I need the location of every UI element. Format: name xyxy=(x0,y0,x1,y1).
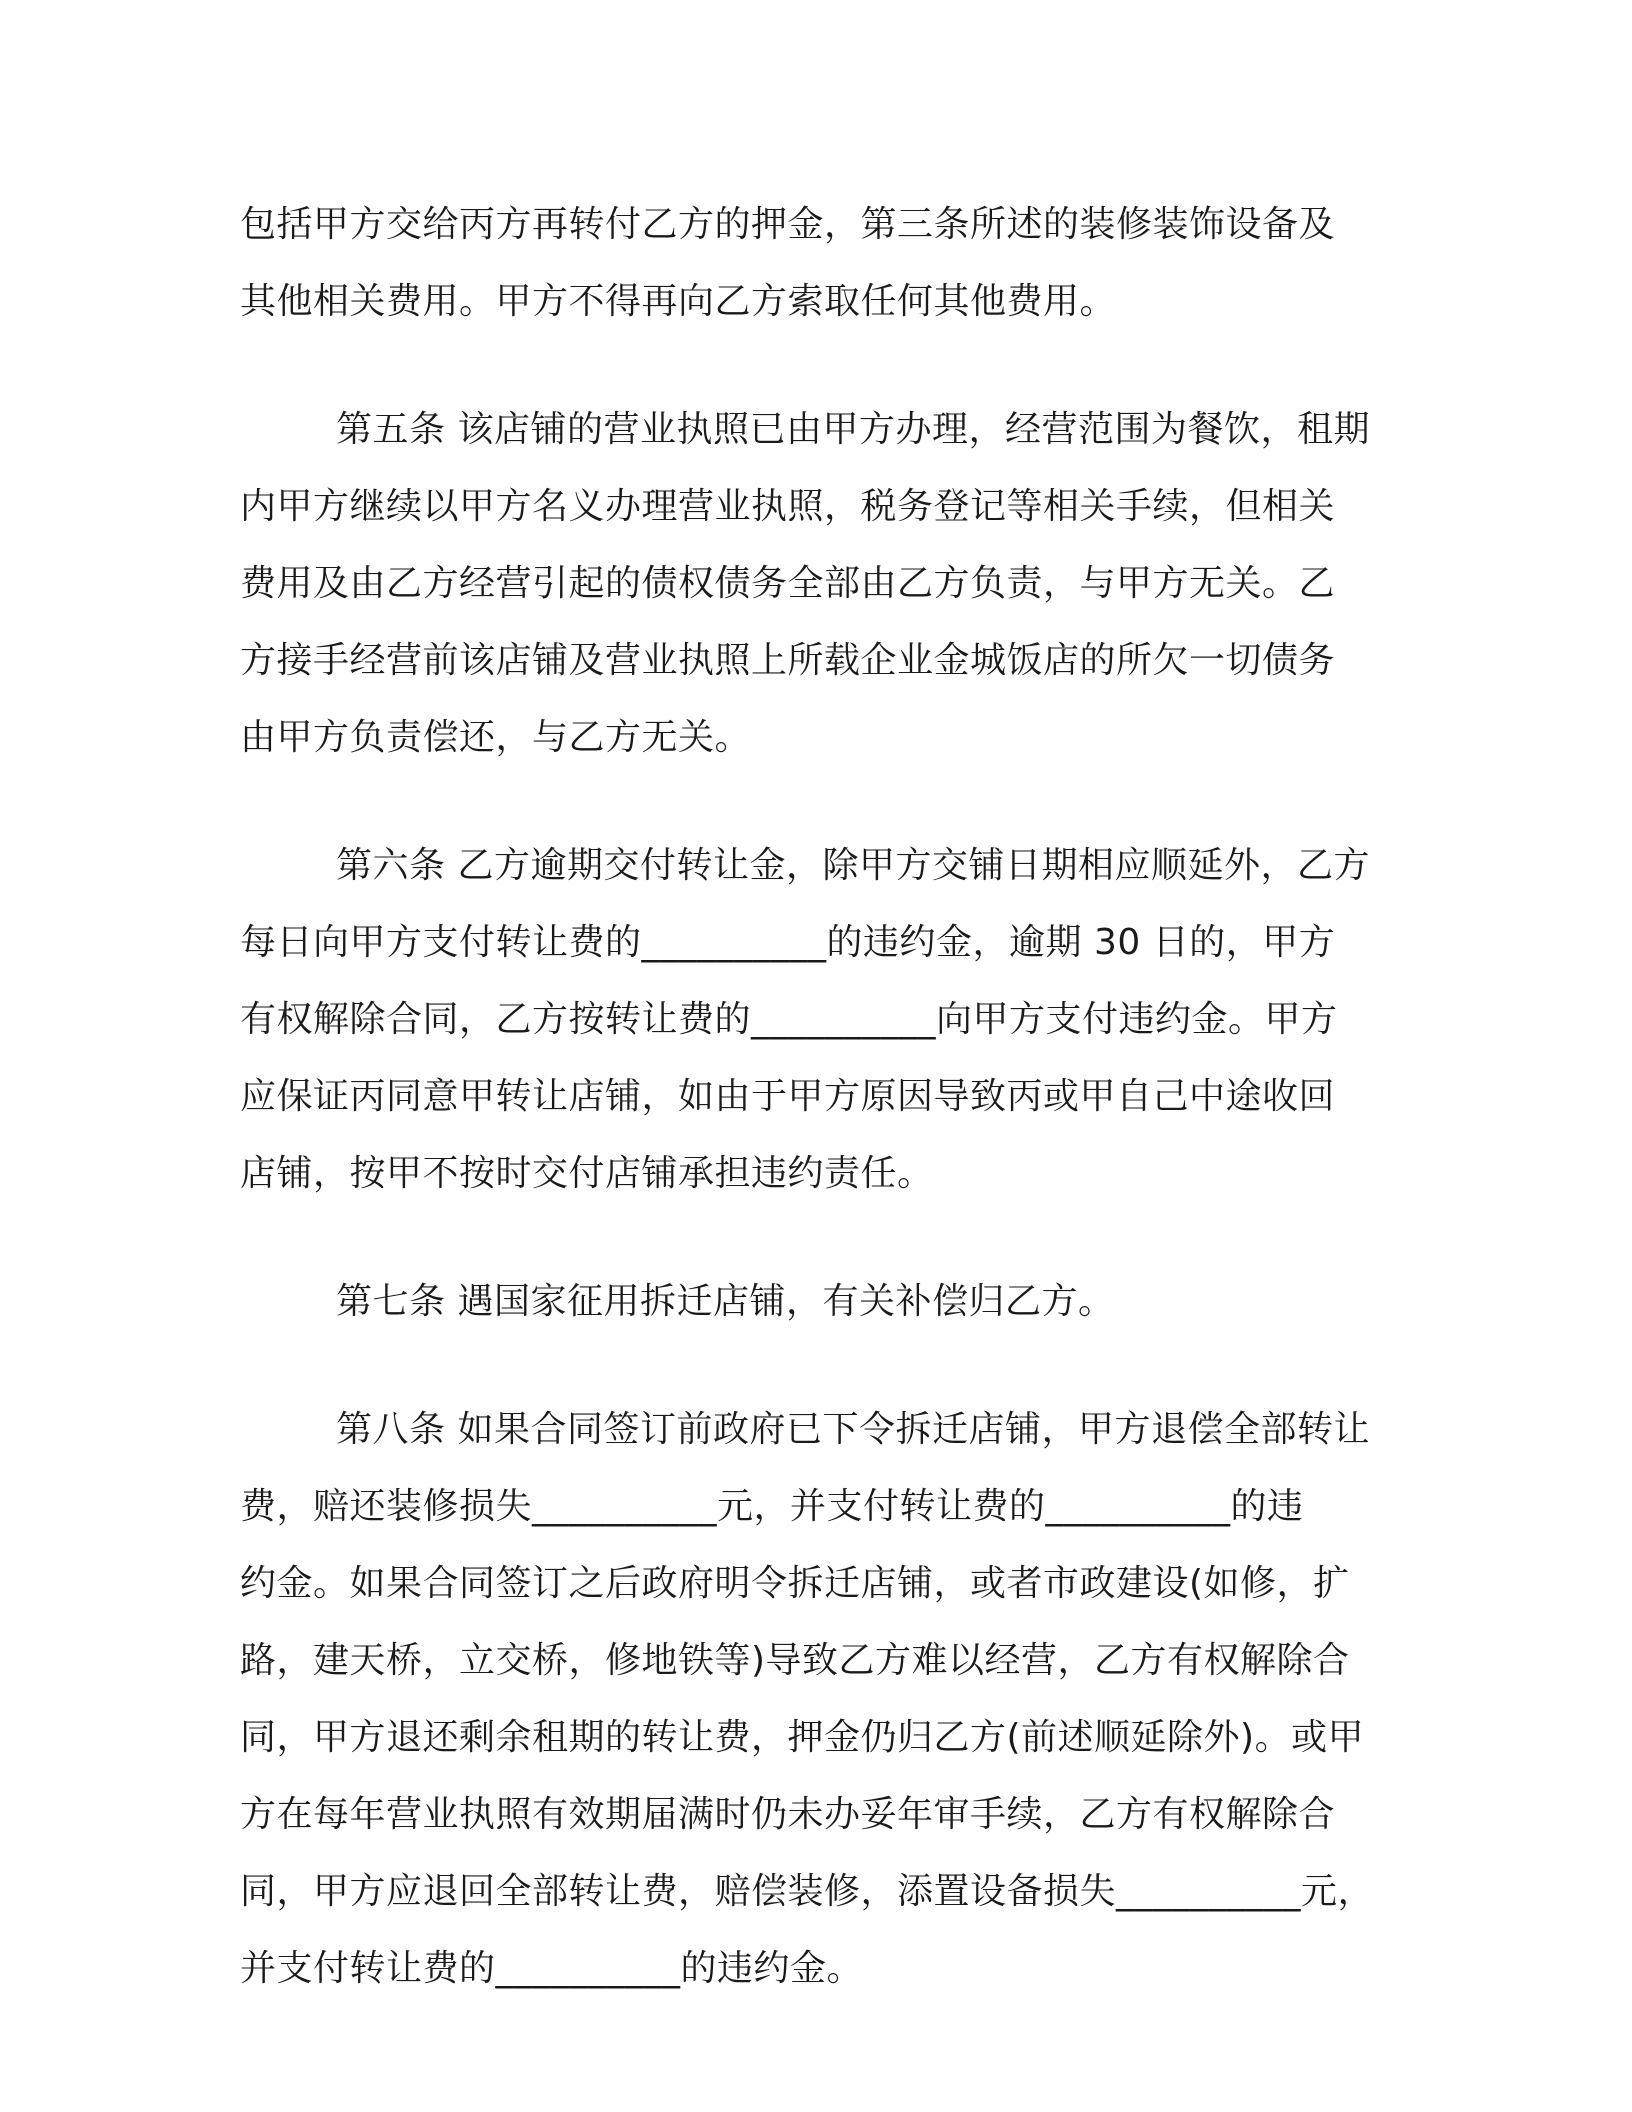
paragraph-article-6: 第六条 乙方逾期交付转让金，除甲方交铺日期相应顺延外，乙方 每日向甲方支付转让费的__________的违约金，逾期 30 日的，甲方 有权解除合同，乙方按转让费的__________向甲方支付违约金。甲方 应保证丙同意甲转让店铺，如由于甲方原因导致丙或甲自己中途收回 店铺，按甲不按时交付店铺承担违约责任。 xyxy=(240,845,1370,1194)
paragraph-article-7: 第七条 遇国家征用拆迁店铺，有关补偿归乙方。 xyxy=(336,1281,1115,1322)
document-body xyxy=(240,186,1400,2058)
paragraph-article-8: 第八条 如果合同签订前政府已下令拆迁店铺，甲方退偿全部转让 费，赔还装修损失__________元，并支付转让费的__________的违 约金。如果合同签订之后政府明令拆迁店铺，或者市政建设(如修，扩 路，建天桥，立交桥，修地铁等)导致乙方难以经营，乙方有权解除合 同，甲方退还剩余租期的转让费，押金仍归乙方(前述顺延除外)。或甲 方在每年营业执照有效期届满时仍未办妥年审手续，乙方有权解除合 同，甲方应退回全部转让费，赔偿装修，添置设备损失__________元， 并支付转让费的__________的违约金。 xyxy=(240,1409,1375,1989)
paragraph-article-5: 第五条 该店铺的营业执照已由甲方办理，经营范围为餐饮，租期 内甲方继续以甲方名义办理营业执照，税务登记等相关手续，但相关 费用及由乙方经营引起的债权债务全部由乙方负责，与甲方无关。乙 方接手经营前该店铺及营业执照上所载企业金城饭店的所欠一切债务 由甲方负责偿还，与乙方无关。 xyxy=(240,409,1370,758)
paragraph-continuation: 包括甲方交给丙方再转付乙方的押金，第三条所述的装修装饰设备及 其他相关费用。甲方不得再向乙方索取任何其他费用。 xyxy=(240,204,1336,322)
